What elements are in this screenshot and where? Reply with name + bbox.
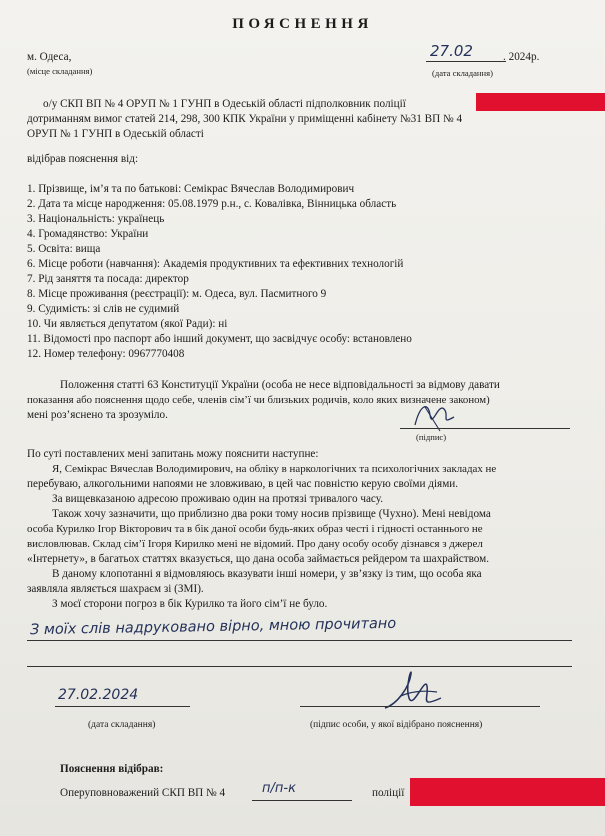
taken-by-label: Пояснення відібрав: — [60, 763, 164, 775]
p2-line-1: За вищевказаною адресою проживаю один на протязі тривалого часу. — [52, 493, 384, 505]
bottom-sign-caption: (підпис особи, у якої відібрано пояснення) — [310, 720, 483, 730]
p4-line-2: заявляла являється шахраєм зі (ЗМІ). — [27, 583, 204, 595]
bottom-date-caption: (дата складання) — [88, 720, 156, 730]
p3-line-1: Також хочу зазначити, що приблизно два роки тому носив прізвище (Чухно). Мені невідома — [52, 508, 491, 520]
year-text: . 2024р. — [503, 51, 540, 63]
bottom-date-line — [55, 706, 190, 707]
signature-mark-small — [410, 395, 460, 435]
handwritten-statement: З моїх слів надруковано вірно, мною прочитано — [29, 615, 397, 639]
signature-caption-small: (підпис) — [416, 432, 447, 442]
field-12: 12. Номер телефону: 0967770408 — [27, 348, 185, 360]
p3-line-2: особа Курилко Ігор Вікторович та в бік даної особи будь-яких образ честі і гідності останнього не — [27, 523, 483, 535]
field-10: 10. Чи являється депутатом (якої Ради): ні — [27, 318, 228, 330]
field-11: 11. Відомості про паспорт або інший документ, що засвідчує особу: встановлено — [27, 333, 412, 345]
statement-line-2 — [27, 666, 572, 667]
field-4: 4. Громадянство: України — [27, 228, 149, 240]
p3-line-3: висловлював. Склад сім’ї Ігоря Кирилко мені не відомий. Про дану особу особу дізнався з джерел — [27, 538, 483, 550]
intro-line-3: ОРУП № 1 ГУНП в Одеській області — [27, 128, 204, 140]
p4-line-1: В даному клопотанні я відмовляюсь вказувати інші номери, у зв’язку із тим, що особа яка — [52, 568, 482, 580]
intro-line-2: дотриманням вимог статей 214, 298, 300 КПК України у приміщенні кабінету №31 ВП № 4 — [27, 113, 463, 125]
statement-line-1 — [27, 640, 572, 641]
field-7: 7. Рід заняття та посада: директор — [27, 273, 189, 285]
p1-line-1: Я, Семікрас Вячеслав Володимирович, на обліку в наркологічних та психологічних закладах не — [52, 463, 497, 475]
p3-line-4: «Інтернету», в багатьох статтях вказується, що дана особа займається рейдером та шахрайством. — [27, 553, 490, 565]
officer-label: Оперуповноважений СКП ВП № 4 — [60, 787, 226, 799]
constitution-line-3: мені роз’яснено та зрозуміло. — [27, 409, 168, 421]
document-title: ПОЯСНЕННЯ — [232, 16, 373, 32]
intro-line-1: о/у СКП ВП № 4 ОРУП № 1 ГУНП в Одеській області підполковник поліції — [43, 98, 406, 110]
p1-line-2: перебуваю, алкогольними напоями не зловживаю, в цей час повністю керую своїми діями. — [27, 478, 459, 490]
field-5: 5. Освіта: вища — [27, 243, 101, 255]
place-caption: (місце складання) — [27, 66, 93, 76]
field-6: 6. Місце роботи (навчання): Академія продуктивних та ефективних технологій — [27, 258, 404, 270]
field-8: 8. Місце проживання (реєстрації): м. Одеса, вул. Пасмитного 9 — [27, 288, 327, 300]
signature-line-small — [400, 428, 570, 429]
officer-sign-line — [252, 800, 352, 801]
took-from-text: відібрав пояснення від: — [27, 153, 139, 165]
field-3: 3. Національність: українець — [27, 213, 165, 225]
redaction-bar — [476, 93, 605, 111]
field-1: 1. Прізвище, ім’я та по батькові: Семікрас Вячеслав Володимирович — [27, 183, 355, 195]
field-2: 2. Дата та місце народження: 05.08.1979 р.н., с. Ковалівка, Вінницька область — [27, 198, 397, 210]
p5-line-1: З моєї сторони погроз в бік Курилко та його сім’ї не було. — [52, 598, 328, 610]
officer-sign-handwritten: п/п-к — [262, 781, 296, 796]
bottom-sign-line — [300, 706, 540, 707]
date-handwritten-bottom: 27.02.2024 — [58, 687, 139, 703]
constitution-line-2: показання або пояснення щодо себе, членів сім’ї чи близьких родичів, коло яких визначене законом) — [27, 394, 490, 406]
police-word: поліції — [372, 787, 405, 799]
date-underline — [426, 61, 506, 62]
date-caption: (дата складання) — [432, 68, 493, 78]
redaction-bar-bottom — [410, 778, 605, 806]
date-handwritten: 27.02 — [430, 42, 473, 60]
field-9: 9. Судимість: зі слів не судимий — [27, 303, 180, 315]
place-text: м. Одеса, — [27, 51, 72, 63]
signature-mark-large — [375, 668, 455, 718]
essence-intro: По суті поставлених мені запитань можу пояснити наступне: — [27, 448, 319, 460]
constitution-line-1: Положення статті 63 Конституції України (особа не несе відповідальності за відмову давати — [60, 379, 500, 391]
